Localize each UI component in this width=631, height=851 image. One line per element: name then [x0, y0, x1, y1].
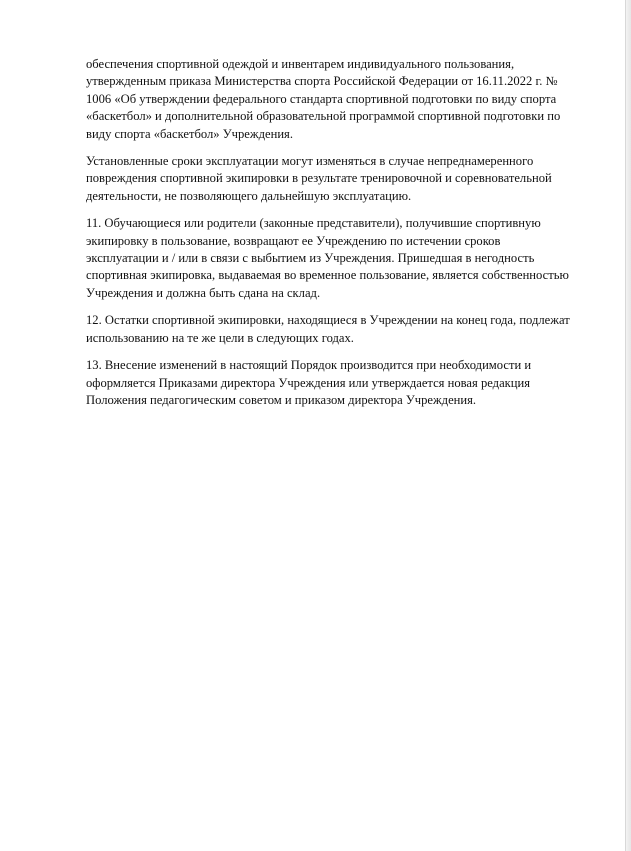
- text-line: Учреждения и должна быть сдана на склад.: [86, 285, 321, 300]
- text-line: виду спорта «баскетбол» Учреждения.: [86, 126, 293, 141]
- paragraph-item-12: [86, 312, 588, 347]
- text-line: спортивная экипировка, выдаваемая во временное пользование, является собственностью: [86, 268, 569, 283]
- paragraph-equipment-standard: [86, 56, 588, 143]
- text-line: эксплуатации и / или в связи с выбытием из Учреждения. Пришедшая в негодность: [86, 251, 535, 266]
- paragraph-item-11: [86, 215, 588, 302]
- text-line: экипировку в пользование, возвращают ее Учреждению по истечении сроков: [86, 233, 501, 248]
- viewer-scroll-edge: [625, 0, 631, 851]
- document-body: [86, 56, 588, 419]
- text-line: утвержденным приказа Министерства спорта Российской Федерации от 16.11.2022 г. №: [86, 74, 558, 89]
- text-line: 12. Остатки спортивной экипировки, находящиеся в Учреждении на конец года, подлежат: [86, 313, 570, 328]
- text-line: деятельности, не позволяющего дальнейшую эксплуатацию.: [86, 188, 412, 203]
- text-line: 11. Обучающиеся или родители (законные представители), получившие спортивную: [86, 216, 541, 231]
- text-line: обеспечения спортивной одеждой и инвентарем индивидуального пользования,: [86, 57, 515, 71]
- text-line: оформляется Приказами директора Учреждения или утверждается новая редакция: [86, 375, 531, 390]
- text-line: 13. Внесение изменений в настоящий Порядок производится при необходимости и: [86, 358, 532, 373]
- paragraph-item-13: [86, 357, 588, 409]
- text-line: использованию на те же цели в следующих годах.: [86, 330, 354, 345]
- text-line: Установленные сроки эксплуатации могут изменяться в случае непреднамеренного: [86, 154, 534, 169]
- text-line: «баскетбол» и дополнительной образовательной программой спортивной подготовки по: [86, 109, 561, 124]
- paragraph-service-life: [86, 153, 588, 205]
- text-line: повреждения спортивной экипировки в результате тренировочной и соревновательной: [86, 171, 552, 186]
- text-line: 1006 «Об утверждении федерального стандарта спортивной подготовки по виду спорта: [86, 91, 557, 106]
- text-line: Положения педагогическим советом и приказом директора Учреждения.: [86, 392, 477, 407]
